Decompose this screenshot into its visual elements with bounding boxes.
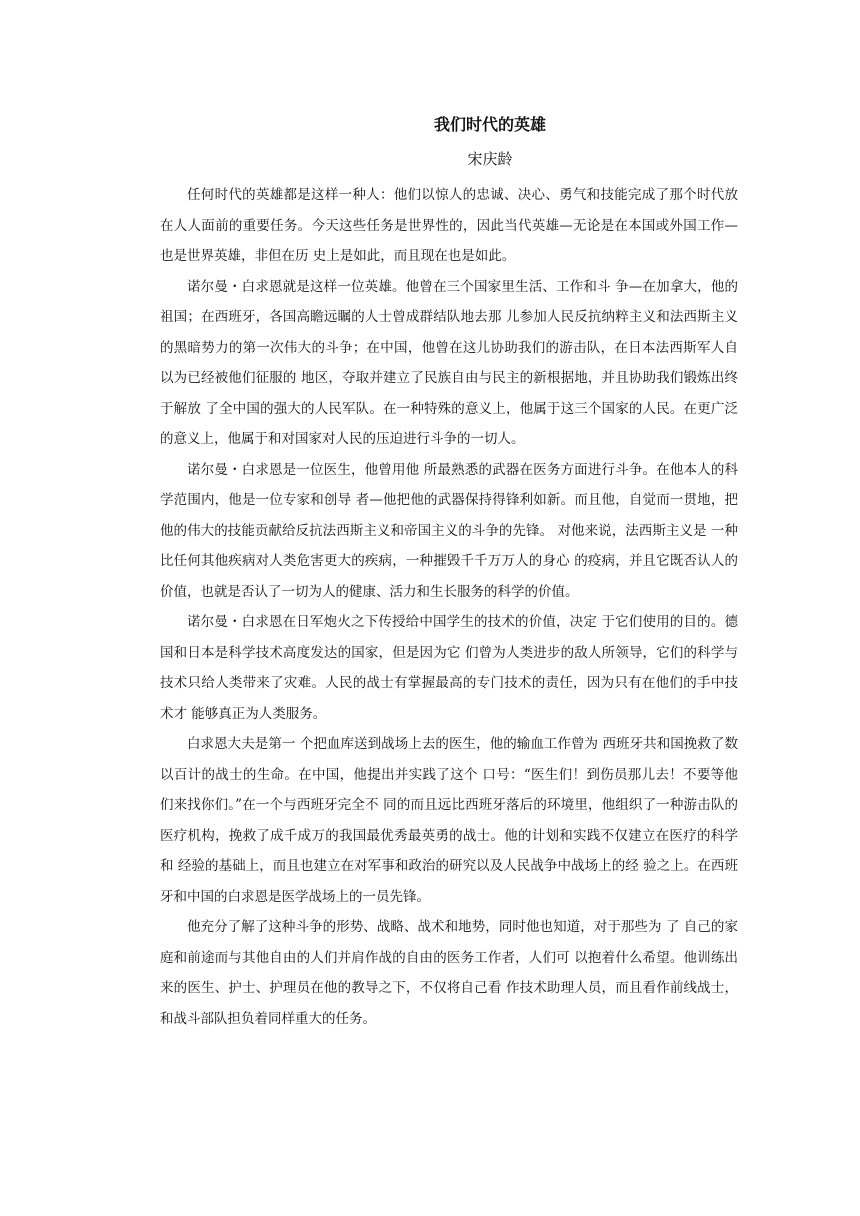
paragraph: 诺尔曼・白求恩就是这样一位英雄。他曾在三个国家里生活、工作和斗 争—在加拿大，他的祖国；在西班牙，各国高瞻远瞩的人士曾成群结队地去那 儿参加人民反抗纳粹主义和法西斯主义的黑暗势力的第一次伟大的斗争；在中国，他曾在这儿协助我们的游击队，在日本法西斯军人自以为已经被他们征服的 地区，夺取并建立了民族自由与民主的新根据地，并且协助我们锻炼出终于解放 了全中国的强大的人民军队。在一种特殊的意义上，他属于这三个国家的人民。在更广泛的意义上，他属于和对国家对人民的压迫进行斗争的一切人。 [160,278,738,447]
page-title: 我们时代的英雄 [433,115,546,134]
author-name: 宋庆龄 [467,150,513,168]
paragraph: 诺尔曼・白求恩是一位医生，他曾用他 所最熟悉的武器在医务方面进行斗争。在他本人的科学范围内，他是一位专家和创导 者—他把他的武器保持得锋利如新。而且他，自觉而一贯地，把他的伟大的技能贡献给反抗法西斯主义和帝国主义的斗争的先锋。 对他来说，法西斯主义是 一种比任何其他疾病对人类危害更大的疾病，一种摧毁千千万万人的身心 的疫病，并且它既否认人的价值，也就是否认了一切为人的健康、活力和生长服务的科学的价值。 [160,461,738,600]
paragraph: 白求恩大夫是第一 个把血库送到战场上去的医生，他的输血工作曾为 西班牙共和国挽救了数以百计的战士的生命。在中国，他提出并实践了这个 口号：“医生们！到伤员那儿去！不要等他们来找你们。”在一个与西班牙完全不 同的而且远比西班牙落后的环境里，他组织了一种游击队的医疗机构，挽救了成千成万的我国最优秀最英勇的战士。他的计划和实践不仅建立在医疗的科学和 经验的基础上，而且也建立在对军事和政治的研究以及人民战争中战场上的经 验之上。在西班牙和中国的白求恩是医学战场上的一员先锋。 [160,736,738,905]
paragraph: 任何时代的英雄都是这样一种人：他们以惊人的忠诚、决心、勇气和技能完成了那个时代放在人人面前的重要任务。今天这些任务是世界性的，因此当代英雄—无论是在本国或外国工作—也是世界英雄，非但在历 史上是如此，而且现在也是如此。 [160,187,738,264]
article-body [160,180,738,1034]
paragraph: 他充分了解了这种斗争的形势、战略、战术和地势，同时他也知道，对于那些为 了 自己的家庭和前途而与其他自由的人们并肩作战的自由的医务工作者，人们可 以抱着什么希望。他训练出来的医生、护士、护理员在他的教导之下，不仅将自己看 作技术助理人员，而且看作前线战士，和战斗部队担负着同样重大的任务。 [160,919,738,1027]
paragraph: 诺尔曼・白求恩在日军炮火之下传授给中国学生的技术的价值，决定 于它们使用的目的。德国和日本是科学技术高度发达的国家，但是因为它 们曾为人类进步的敌人所领导，它们的科学与技术只给人类带来了灾难。人民的战士有掌握最高的专门技术的责任，因为只有在他们的手中技术才 能够真正为人类服务。 [160,614,738,722]
